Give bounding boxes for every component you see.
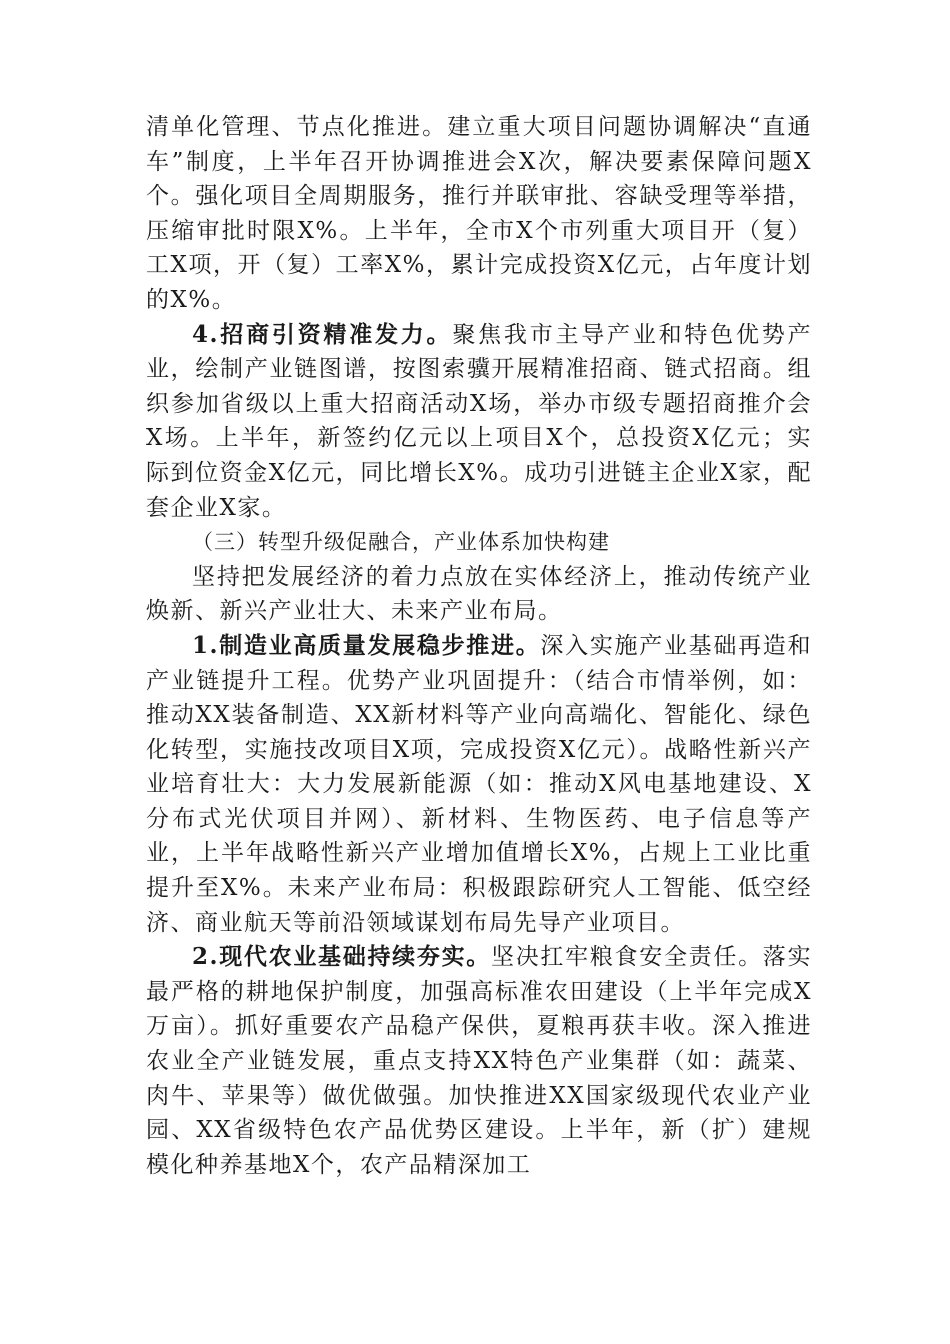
paragraph-lead-manufacturing: 1.制造业高质量发展稳步推进。: [192, 631, 541, 659]
paragraph-body-agriculture: 坚决扛牢粮食安全责任。落实最严格的耕地保护制度，加强高标准农田建设（上半年完成X万亩）。抓好重要农产品稳产保供，夏粮再获丰收。深入推进农业全产业链发展，重点支持XX特色产业集群（如：蔬菜、肉牛、苹果等）做优做强。加快推进XX国家级现代农业产业园、XX省级特色农产品优势区建设。上半年，新（扩）建规模化种养基地X个，农产品精深加工: [146, 944, 813, 1178]
paragraph-agriculture: [146, 940, 812, 1182]
paragraph-body-investment: 聚焦我市主导产业和特色优势产业，绘制产业链图谱，按图索骥开展精准招商、链式招商。组织参加省级以上重大招商活动X场，举办市级专题招商推介会X场。上半年，新签约亿元以上项目X个，总投资X亿元；实际到位资金X亿元，同比增长X%。成功引进链主企业X家，配套企业X家。: [146, 321, 813, 521]
paragraph-body-manufacturing: 深入实施产业基础再造和产业链提升工程。优势产业巩固提升：（结合市情举例，如：推动XX装备制造、XX新材料等产业向高端化、智能化、绿色化转型，实施技改项目X项，完成投资X亿元）。战略性新兴产业培育壮大：大力发展新能源（如：推动X风电基地建设、X分布式光伏项目并网）、新材料、生物医药、电子信息等产业，上半年战略性新兴产业增加值增长X%，占规上工业比重提升至X%。未来产业布局：积极跟踪研究人工智能、低空经济、商业航天等前沿领域谋划布局先导产业项目。: [146, 632, 812, 936]
document-page: [146, 110, 812, 1182]
paragraph-section-intro: 坚持把发展经济的着力点放在实体经济上，推动传统产业焕新、新兴产业壮大、未来产业布局。: [146, 563, 812, 625]
paragraph-project-services: 清单化管理、节点化推进。建立重大项目问题协调解决“直通车”制度，上半年召开协调推进会X次，解决要素保障问题X个。强化项目全周期服务，推行并联审批、容缺受理等举措，压缩审批时限X%。上半年，全市X个市列重大项目开（复）工X项，开（复）工率X%，累计完成投资X亿元，占年度计划的X%。: [146, 114, 812, 313]
paragraph-lead-agriculture: 2.现代农业基础持续夯实。: [192, 943, 492, 971]
paragraph-investment-promotion: [146, 318, 812, 526]
paragraph-manufacturing: [146, 629, 812, 940]
paragraph-lead-investment: 4.招商引资精准发力。: [192, 320, 453, 348]
section-heading: （三）转型升级促融合，产业体系加快构建: [192, 530, 610, 555]
